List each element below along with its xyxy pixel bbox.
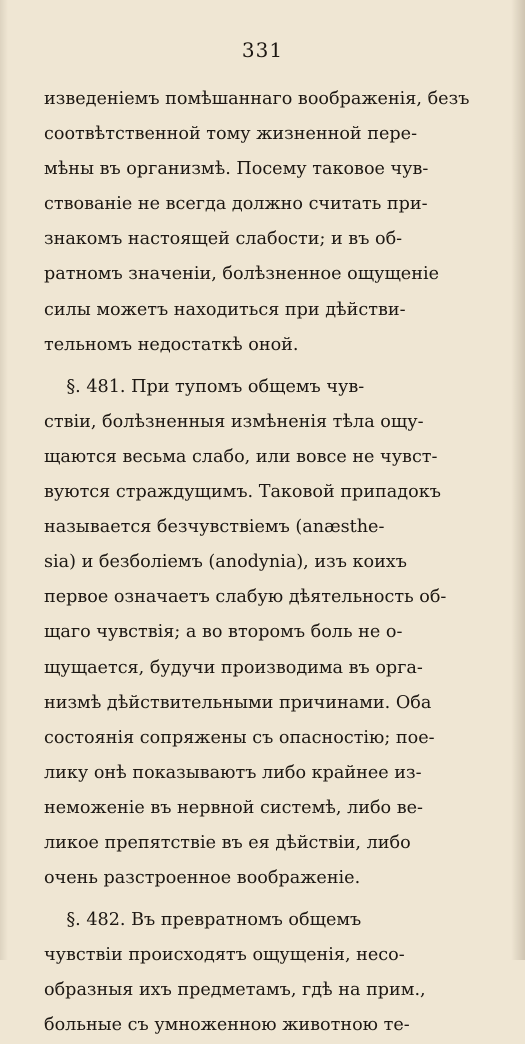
text-line: чувствіи происходятъ ощущенія, несо- (44, 945, 405, 966)
text-line: вуются страждущимъ. Таковой припадокъ (44, 482, 441, 503)
text-line: щаго чувствія; а во второмъ боль не о- (44, 622, 403, 643)
text-line: §. 482. Въ превратномъ общемъ (44, 910, 362, 931)
text-line: называется безчувствіемъ (anæsthe- (44, 517, 385, 538)
text-line: соотвѣтственной тому жизненной пере- (44, 124, 418, 145)
text-line: образныя ихъ предметамъ, гдѣ на прим., (44, 980, 426, 1001)
text-line: тельномъ недостаткѣ оной. (44, 334, 299, 355)
paragraph-spacer (44, 363, 496, 370)
text-line: состоянія сопряжены съ опасностію; поe- (44, 727, 435, 748)
text-line: sia) и безболіемъ (anodynia), изъ коихъ (44, 552, 407, 573)
text-line: щаются весьма слабо, или вовсе не чувст- (44, 446, 438, 467)
text-body (44, 82, 496, 1044)
text-line: мѣны въ организмѣ. Посему таковое чув- (44, 159, 429, 180)
text-line: щущается, будучи производима въ орга- (44, 657, 423, 678)
text-line: ствованіе не всегда должно считать при- (44, 194, 428, 215)
paragraph-1 (44, 82, 496, 363)
page-edge-shadow (511, 0, 525, 960)
paragraph-482 (44, 903, 496, 1043)
page-number: 331 (241, 38, 284, 62)
text-line: очень разстроенное воображеніе. (44, 868, 361, 889)
text-line: знакомъ настоящей слабости; и въ об- (44, 229, 403, 250)
text-line: §. 481. При тупомъ общемъ чув- (44, 376, 365, 397)
paragraph-481 (44, 370, 496, 896)
text-line: низмѣ дѣйствительными причинами. Оба (44, 692, 432, 713)
text-line: ликое препятствіе въ ея дѣйствіи, либо (44, 832, 411, 853)
text-line: неможеніе въ нервной системѣ, либо ве- (44, 797, 424, 818)
page-gutter-shadow (0, 0, 8, 960)
text-line: ствіи, болѣзненныя измѣненія тѣла ощу- (44, 411, 424, 432)
text-line: больные съ умноженною животною те- (44, 1015, 410, 1036)
text-line: первое означаетъ слабую дѣятельность об- (44, 587, 447, 608)
text-line: лику онѣ показываютъ либо крайнее из- (44, 762, 422, 783)
paragraph-spacer (44, 896, 496, 903)
text-line: ратномъ значеніи, болѣзненное ощущеніе (44, 264, 439, 285)
text-line: изведеніемъ помѣшаннаго воображенія, безъ (44, 89, 470, 109)
text-line: силы можетъ находиться при дѣйстви- (44, 299, 406, 320)
